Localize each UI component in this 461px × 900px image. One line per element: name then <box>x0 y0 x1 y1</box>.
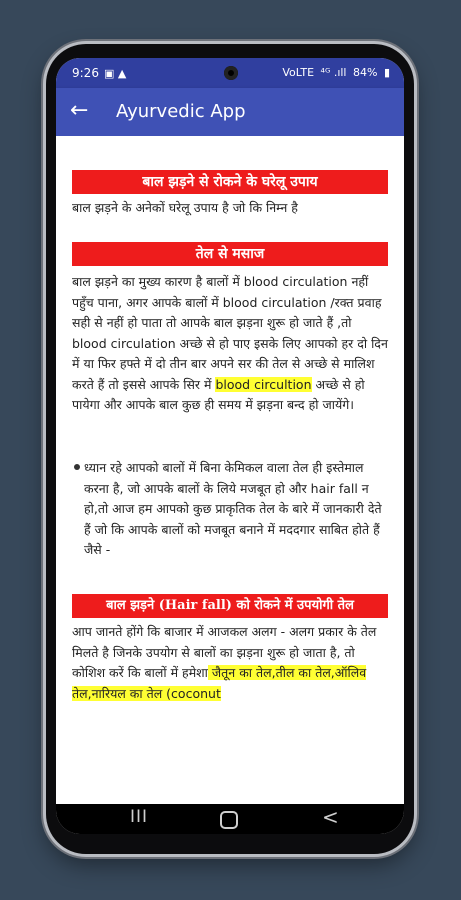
nav-back-icon[interactable]: < <box>322 805 339 829</box>
oils-paragraph <box>72 622 388 704</box>
intro-paragraph: बाल झड़ने के अनेकों घरेलू उपाय है जो कि निम्न है <box>72 200 298 215</box>
app-bar <box>56 88 404 136</box>
heading-home-remedies: बाल झड़ने से रोकने के घरेलू उपाय <box>72 170 388 194</box>
battery-text: 84% <box>352 66 378 79</box>
volte-icon: VoLTE <box>282 66 315 79</box>
battery-icon: ▮ <box>383 66 390 79</box>
phone-screen <box>56 58 404 834</box>
massage-paragraph <box>72 272 388 416</box>
front-camera-icon <box>224 66 238 80</box>
bullet-paragraph: ध्यान रहे आपको बालों में बिना केमिकल वाला तेल ही इस्तेमाल करना है, जो आपके बालों के लिये मजबूत हो और hair fall न हो,तो आज हम आपको कुछ प्राकृतिक तेल के बारे में जानकारी देते हैं जो कि आपके बालों को मजबूत बनाने में मददगार साबित होते हैं जैसे - <box>84 460 382 557</box>
heading-useful-oils: बाल झड़ने (Hair fall) को रोकने में उपयोगी तेल <box>72 594 388 618</box>
phone-frame <box>46 44 414 854</box>
status-right-group <box>279 66 390 79</box>
status-bar <box>56 58 404 88</box>
article-content[interactable] <box>56 136 404 804</box>
highlighted-text: blood circultion <box>215 376 312 392</box>
heading-oil-massage: तेल से मसाज <box>72 242 388 266</box>
highlighted-oils-text: जैतून का तेल,तील का तेल,ऑलिव तेल,नारियल का तेल (coconut <box>72 665 367 701</box>
notification-icons: ▣ ▲ <box>104 67 127 80</box>
massage-text: बाल झड़ने का मुख्य कारण है बालों में blood circulation नहीं पहुँच पाना, अगर आपके बालों में blood circulation /रक्त प्रवाह सही से नहीं हो पाता तो आपके बाल झड़ना शुरू हो जाते हैं ,तो blood circulation अच्छे से हो पाए इसके लिए आपको हर दो दिन में या फिर हफ्ते में दो तीन बार अपने सर की तेल से अच्छे से मालिश करते हैं तो इससे आपके सिर में <box>72 274 388 392</box>
app-title: Ayurvedic App <box>116 101 246 122</box>
navigation-bar <box>56 804 404 834</box>
signal-icon: ⁴ᴳ .ıll <box>320 66 347 79</box>
home-icon[interactable] <box>220 811 238 829</box>
back-arrow-icon[interactable]: ← <box>70 98 89 123</box>
status-time: 9:26 <box>72 66 99 80</box>
bullet-icon <box>74 464 80 470</box>
oils-text: आप जानते होंगे कि बाजार में आजकल अलग - अलग प्रकार के तेल मिलते है जिनके उपयोग से बालों का झड़ना शुरू हो जाता है, तो कोशिश करें कि बालों में हमेशा <box>72 624 377 680</box>
massage-text-tail: अच्छे से हो पायेगा और आपके बाल कुछ ही समय में झड़ना बन्द हो जायेंगे। <box>72 376 365 412</box>
recent-apps-icon[interactable]: III <box>130 807 149 827</box>
